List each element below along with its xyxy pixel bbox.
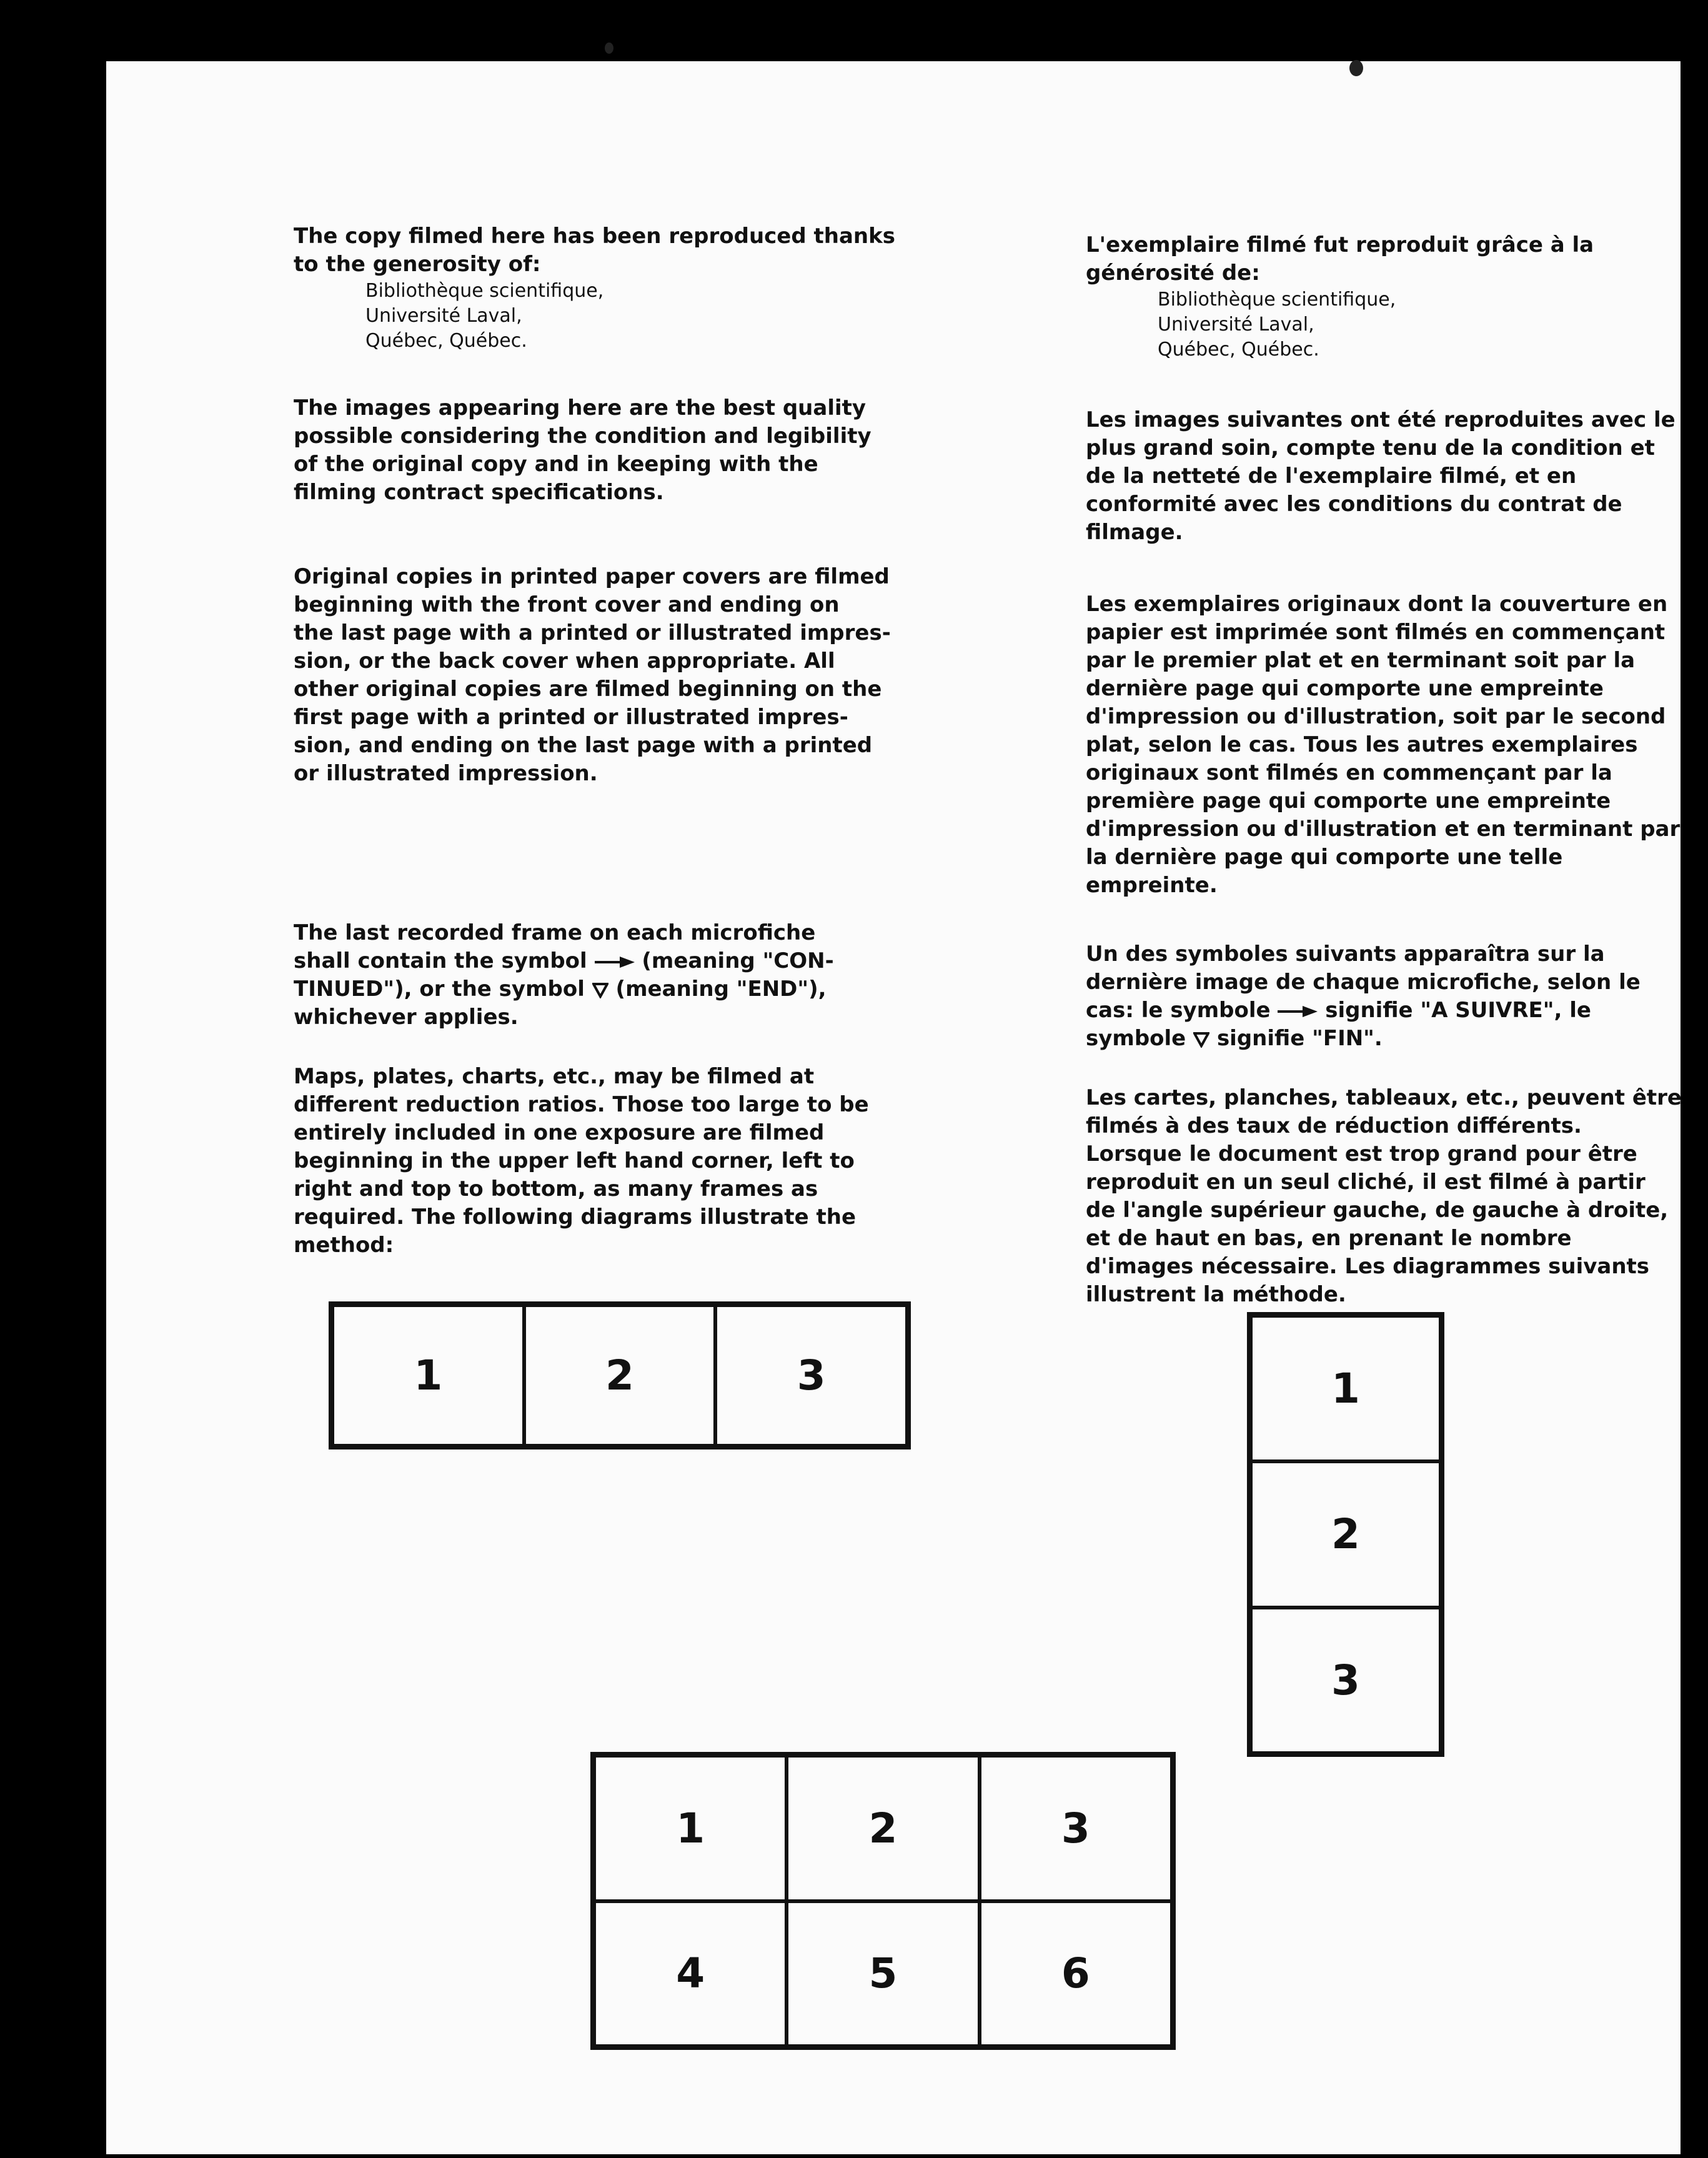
frame-cell: 3 bbox=[1251, 1608, 1441, 1753]
en-quality-text: The images appearing here are the best quality possible considering the condition and legibility of the original copy and in keeping with the filming contract specifications. bbox=[294, 395, 871, 505]
french-column bbox=[1086, 231, 1708, 1309]
fr-symbols-text-a: Un des symboles suivants apparaîtra sur la dernière image de chaque microfiche, selon le cas: le symbole bbox=[1086, 942, 1641, 1023]
fr-symbols-text-c: signifie "FIN". bbox=[1216, 1026, 1383, 1051]
frame-cell: 2 bbox=[787, 1756, 979, 1901]
en-symbols-text-a: The last recorded frame on each microfiche shall contain the symbol bbox=[294, 920, 816, 973]
en-symbols-text bbox=[294, 919, 1012, 1032]
en-symbols-text-c: (meaning "END"), whichever applies. bbox=[294, 977, 827, 1030]
fr-symbols-text bbox=[1086, 940, 1708, 1053]
en-covers-text: Original copies in printed paper covers are filmed beginning with the front cover and ending on the last page with a printed or illustrated impres- sion, or the back cover when appropriate. All other original copies are filmed beginning on the first page with a printed or illustrated impres- sion, and ending on the last page with a printed or illustrated impression. bbox=[294, 564, 891, 786]
frame-cell: 3 bbox=[715, 1305, 907, 1446]
continued-arrow-icon bbox=[595, 957, 635, 968]
fin-triangle-icon bbox=[1193, 1032, 1209, 1048]
grid-frames-diagram bbox=[590, 1752, 1176, 2050]
page-sheet bbox=[106, 61, 1681, 2154]
fr-credit-address: Bibliothèque scientifique, Université Laval, Québec, Québec. bbox=[1158, 289, 1396, 360]
fr-quality-text: Les images suivantes ont été reproduites avec le plus grand soin, compte tenu de la condition et de la netteté de l'exemplaire filmé, et en conformité avec les conditions du contrat de filmage. bbox=[1086, 407, 1676, 545]
english-column bbox=[294, 222, 1012, 1260]
fr-credit-text: L'exemplaire filmé fut reproduit grâce à la générosité de: bbox=[1086, 232, 1594, 286]
en-credit-text: The copy filmed here has been reproduced thanks to the generosity of: bbox=[294, 224, 895, 277]
fr-symbols-text-b: signifie "A SUIVRE", le symbole bbox=[1086, 998, 1591, 1051]
en-maps-text: Maps, plates, charts, etc., may be filmed at different reduction ratios. Those too large to be entirely included in one exposure are filmed beginning in the upper left hand corner, left to right and top to bottom, as many frames as required. The following diagrams illustrate the method: bbox=[294, 1064, 869, 1258]
vertical-frames-diagram bbox=[1247, 1312, 1444, 1757]
en-credit-address: Bibliothèque scientifique, Université Laval, Québec, Québec. bbox=[365, 280, 604, 352]
frame-cell: 1 bbox=[1251, 1316, 1441, 1461]
scan-speck bbox=[605, 42, 613, 54]
end-triangle-icon bbox=[592, 982, 608, 998]
en-symbols-text-b: (meaning "CON- TINUED"), or the symbol bbox=[294, 948, 834, 1002]
frame-cell: 2 bbox=[524, 1305, 716, 1446]
frame-cell: 4 bbox=[594, 1901, 787, 2047]
frame-cell: 6 bbox=[980, 1901, 1172, 2047]
frame-cell: 1 bbox=[332, 1305, 524, 1446]
frame-cell: 1 bbox=[594, 1756, 787, 1901]
frame-cell: 3 bbox=[980, 1756, 1172, 1901]
fr-maps-text: Les cartes, planches, tableaux, etc., peuvent être filmés à des taux de réduction différents. Lorsque le document est trop grand pour être reproduit en un seul cliché, il est filmé à partir de l'angle supérieur gauche, de gauche à droite, et de haut en bas, en prenant le nombre d'images nécessaire. Les diagrammes suivants illustrent la méthode. bbox=[1086, 1085, 1682, 1307]
horizontal-frames-diagram bbox=[329, 1301, 911, 1449]
frame-cell: 2 bbox=[1251, 1461, 1441, 1607]
a-suivre-arrow-icon bbox=[1278, 1006, 1318, 1017]
scan-speck bbox=[1349, 60, 1363, 76]
frame-cell: 5 bbox=[787, 1901, 979, 2047]
fr-covers-text: Les exemplaires originaux dont la couverture en papier est imprimée sont filmés en commençant par le premier plat et en terminant soit par la dernière page qui comporte une empreinte d'impression ou d'illustration, soit par le second plat, selon le cas. Tous les autres exemplaires originaux sont filmés en commençant par la première page qui comporte une empreinte d'impression ou d'illustration et en terminant par la dernière page qui comporte une telle empreinte. bbox=[1086, 592, 1681, 898]
